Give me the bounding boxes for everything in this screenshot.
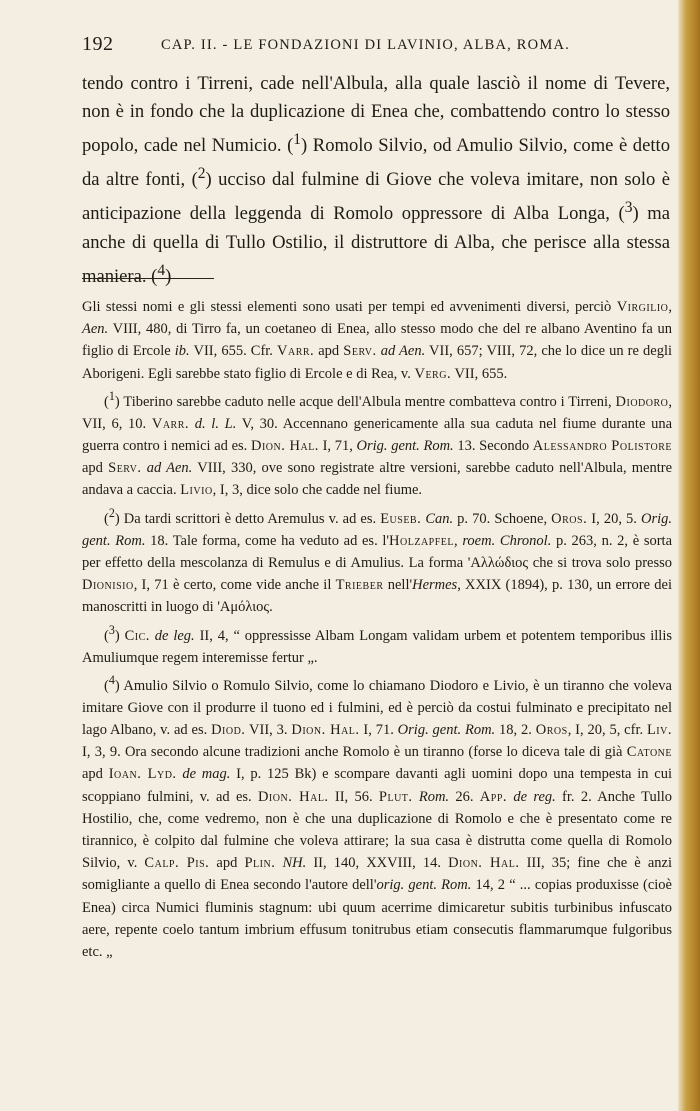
- page-number: 192: [82, 33, 114, 55]
- main-paragraph: tendo contro i Tirreni, cade nell'Albula, alla quale lasciò il nome di Tevere, non è in fondo che la duplicazione di Enea che, combattendo contro lo stesso popolo, cade nel Numicio. ($^1$) Romolo Silvio, od Amulio Silvio, come è detto da altre fonti, ($^2$) ucciso dal fulmine di Giove che voleva imitare, non solo è anticipazione della leggenda di Romolo oppressore di Alba Longa, ($^3$) ma anche di quella di Tullo Ostilio, il distruttore di Alba, che perisce alla stessa maniera. ($^4$): [82, 73, 671, 287]
- footnote-continuation: Gli stessi nomi e gli stessi elementi sono usati per tempi ed avvenimenti diversi, perciò Virgilio, Aen. VIII, 480, di Tirro fa, un coetaneo di Enea, allo stesso modo che del re albano Aventino fa un figlio di Ercole ib. VII, 655. Cfr. Varr. apd Serv. ad Aen. VII, 657; VIII, 72, che lo dice un re degli Aborigeni. Egli sarebbe stato figlio di Ercole e di Rea, v. Verg. VII, 655.: [82, 299, 673, 382]
- page-header: [82, 33, 672, 59]
- footnote-2: ($^2$) Da tardi scrittori è detto Aremulus v. ad es. Euseb. Can. p. 70. Schoene, Oros. I, 20, 5. Orig. gent. Rom. 18. Tale forma, come ha veduto ad es. l'Holzapfel, roem. Chronol. p. 263, n. 2, è sorta per effetto della mescolanza di Remulus e di Amulius. La forma 'Αλλώδιος che si trova solo presso Dionisio, I, 71 è certo, come vide anche il Trieber nell'Hermes, XXIX (1894), p. 130, un errore dei manoscritti in luogo di 'Αμόλιος.: [82, 505, 673, 616]
- footnote-4: ($^4$) Amulio Silvio o Romulo Silvio, come lo chiamano Diodoro e Livio, è un tiranno che voleva imitare Giove con il produrre il tuono ed i fulmini, ed è perciò da costui fulminato e precipitato nel lago Albano, v. ad es. Diod. VII, 3. Dion. Hal. I, 71. Orig. gent. Rom. 18, 2. Oros, I, 20, 5, cfr. Liv. I, 3, 9. Ora secondo alcune tradizioni anche Romolo è un tiranno (forse lo diceva tale di già Catone apd Ioan. Lyd. de mag. I, p. 125 Bk) e scompare davanti agli uomini dopo una tempesta in cui scoppiano fulmini, v. ad es. Dion. Hal. II, 56. Plut. Rom. 26. App. de reg. fr. 2. Anche Tullo Hostilio, che, come vedremo, non è che una duplicazione di Romolo e che è presentato come re tirannico, è colpito dal fulmine che voleva attirare; la sua casa è distrutta come quella di Romolo Silvio, v. Calp. Pis. apd Plin. NH. II, 140, XXVIII, 14. Dion. Hal. III, 35; fine che è anzi somigliante a quello di Enea secondo l'autore dell'orig. gent. Rom. 14, 2 “ ... copias produxisse (cioè Enea) circa Numici fluminis stagnum: ubi quum acerrime dimicaretur subitis turbinibus infuscato aere, repente coelo tantum imbrium effusum tonitrubus etiam consecutis flammarumque fulgoribus etc. „: [82, 672, 673, 960]
- footnote-separator: [82, 278, 214, 279]
- footnotes: [82, 296, 672, 963]
- main-text: [82, 70, 670, 291]
- footnote-1: ($^1$) Tiberino sarebbe caduto nelle acque dell'Albula mentre combatteva contro i Tirreni, Diodoro, VII, 6, 10. Varr. d. l. L. V, 30. Accennano genericamente alla sua caduta nel fiume durante una guerra contro i nemici ad es. Dion. Hal. I, 71, Orig. gent. Rom. 13. Secondo Alessandro Polistore apd Serv. ad Aen. VIII, 330, ove sono registrate altre versioni, sarebbe caduto nell'Albula, mentre andava a caccia. Livio, I, 3, dice solo che cadde nel fiume.: [82, 388, 673, 499]
- footnote-3: ($^3$) Cic. de leg. II, 4, “ oppressisse Albam Longam validam urbem et potentem temporibus illis Amuliumque regem interemisse fertur „.: [82, 622, 672, 666]
- running-head: CAP. II. - LE FONDAZIONI DI LAVINIO, ALBA, ROMA.: [161, 37, 570, 53]
- page-edge-gilding: [678, 0, 700, 1111]
